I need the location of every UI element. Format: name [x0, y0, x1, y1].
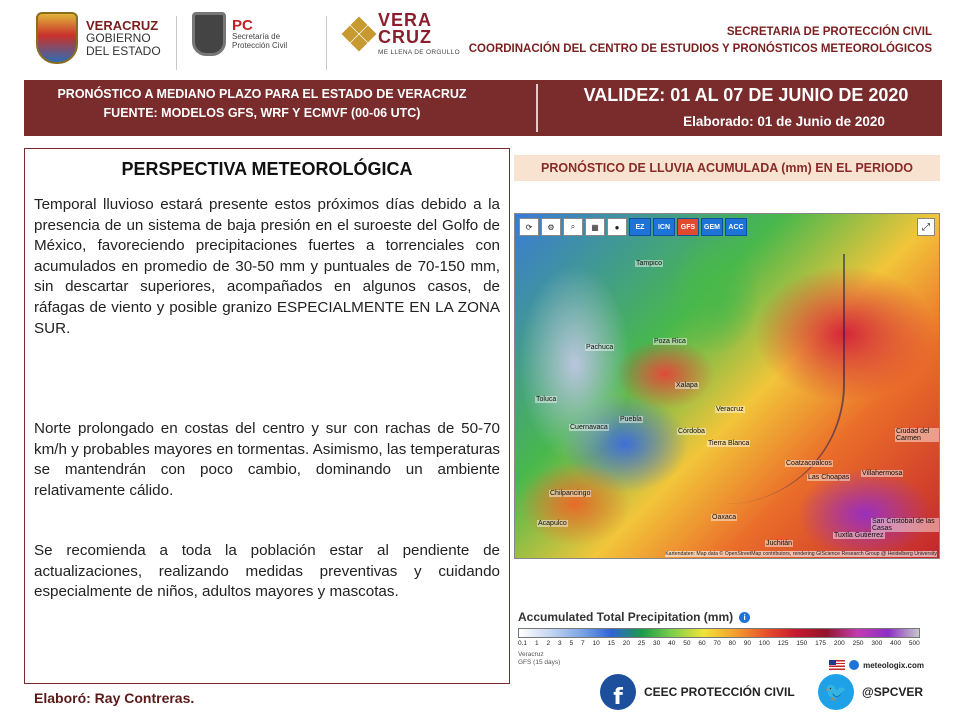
coat-of-arms-icon [36, 12, 78, 64]
model-button-gem[interactable]: GEM [701, 218, 723, 236]
forecast-source: FUENTE: MODELOS GFS, WRF Y ECMVF (00-06 UTC) [103, 105, 421, 120]
map-city-label: Juchitán [766, 540, 793, 547]
legend-tick: 5 [569, 640, 574, 647]
legend-tick: 20 [622, 640, 630, 647]
facebook-link[interactable] [600, 674, 795, 710]
rain-panel-title: PRONÓSTICO DE LLUVIA ACUMULADA (mm) EN EL PERIODO [514, 155, 940, 181]
pc-logo-abbr: PC [232, 16, 253, 34]
perspective-paragraph-2: Norte prolongado en costas del centro y sur con rachas de 50-70 km/h y probables mayores en tormentas. Asimismo, las temperaturas se mantendrán con poco cambio, dominando un ambiente relativamente cálido. [34, 420, 500, 499]
legend-tick: 60 [698, 640, 706, 647]
org-line2: COORDINACIÓN DEL CENTRO DE ESTUDIOS Y PRONÓSTICOS METEOROLÓGICOS [468, 42, 932, 55]
twitter-link[interactable] [818, 674, 923, 710]
marker-icon[interactable]: ● [607, 218, 627, 236]
map-city-label: Coatzacoalcos [786, 460, 832, 467]
author-credit: Elaboró: Ray Contreras. [34, 690, 195, 706]
pc-logo-line1: Secretaría de [232, 32, 281, 42]
map-city-label: Tuxtla Gutiérrez [834, 532, 884, 539]
veracruz-logo-line1: VERACRUZ [86, 17, 159, 33]
legend-tick: 100 [758, 640, 770, 647]
map-city-label: Tampico [636, 260, 663, 267]
legend-model-run: GFS (15 days) [518, 658, 561, 666]
map-city-label: Xalapa [676, 382, 698, 389]
brand-line1: VERA [378, 10, 433, 30]
map-city-label: Pachuca [586, 344, 614, 351]
map-city-label: Tierra Blanca [708, 440, 750, 447]
map-city-label: Veracruz [716, 406, 744, 413]
map-attribution: Kartendaten: Map data © OpenStreetMap contributors, rendering GIScience Research Group @ Heidelberg University [665, 551, 937, 557]
perspective-paragraph-1: Temporal lluvioso estará presente estos próximos días debido a la presencia de un sistema de baja presión en el suroeste del Golfo de México, favoreciendo precipitaciones fuertes a torrenciales con acumulados en promedio de 30-50 mm y puntuales de 70-150 mm, sin descartar superiores, acompañados en algunos casos, de ráfagas de viento y posible granizo ESPECIALMENTE EN LA ZONA SUR. [34, 196, 500, 337]
map-city-label: Acapulco [538, 520, 567, 527]
map-city-label: Las Choapas [808, 474, 850, 481]
legend-color-scale [518, 628, 920, 638]
veracruz-brand-logo [344, 12, 460, 56]
legend-tick: 300 [871, 640, 883, 647]
veracruz-logo-line3: DEL ESTADO [86, 43, 161, 58]
map-city-label: Ciudad del Carmen [895, 428, 939, 442]
legend-tick: 30 [653, 640, 661, 647]
forecast-title: PRONÓSTICO A MEDIANO PLAZO PARA EL ESTADO DE VERACRUZ [57, 87, 467, 101]
legend-brand [829, 660, 924, 670]
legend-tick: 1 [534, 640, 539, 647]
brand-line2: CRUZ [378, 27, 432, 48]
title-band [24, 80, 942, 136]
facebook-handle: CEEC PROTECCIÓN CIVIL [644, 685, 795, 699]
map-city-label: Puebla [620, 416, 642, 423]
legend-tick: 250 [852, 640, 864, 647]
perspective-title: PERSPECTIVA METEOROLÓGICA [121, 159, 413, 179]
pc-shield-icon [192, 12, 226, 56]
perspective-panel [24, 148, 510, 684]
legend-tick: 15 [607, 640, 615, 647]
map-city-label: Toluca [536, 396, 557, 403]
legend-tick: 200 [833, 640, 845, 647]
meteologix-logo-icon [849, 660, 859, 670]
brand-slogan: ME LLENA DE ORGULLO [378, 49, 460, 57]
header-divider [326, 16, 327, 70]
legend-tick: 50 [683, 640, 691, 647]
legend-tick: 40 [668, 640, 676, 647]
legend-tick: 2 [546, 640, 551, 647]
legend-tick: 7 [581, 640, 585, 647]
layers-icon[interactable]: ▦ [585, 218, 605, 236]
veracruz-logo-line2: GOBIERNO [86, 31, 151, 46]
legend-tick: 80 [728, 640, 736, 647]
map-city-label: Oaxaca [712, 514, 737, 521]
band-divider [536, 84, 538, 132]
veracruz-government-logo [36, 12, 161, 64]
legend-tick: 175 [815, 640, 826, 647]
map-city-label: Chilpancingo [550, 490, 591, 497]
legend-tick: 150 [796, 640, 808, 647]
model-button-ez[interactable]: EZ [629, 218, 651, 236]
legend-tick: 500 [908, 640, 920, 647]
diamond-pattern-icon [344, 19, 374, 49]
twitter-handle: @SPCVER [862, 685, 924, 699]
model-button-icn[interactable]: ICN [653, 218, 675, 236]
model-button-gfs[interactable]: GFS [677, 218, 699, 236]
legend-tick: 90 [743, 640, 751, 647]
legend-title-row [518, 610, 938, 624]
expand-icon[interactable]: ⤢ [917, 218, 935, 236]
map-city-label: Córdoba [678, 428, 705, 435]
info-icon[interactable]: i [739, 612, 750, 623]
twitter-icon: 🐦 [818, 674, 854, 710]
validity-period: VALIDEZ: 01 AL 07 DE JUNIO DE 2020 [583, 85, 909, 105]
legend-tick: 3 [557, 640, 562, 647]
map-city-label: Cuernavaca [570, 424, 608, 431]
model-button-acc[interactable]: ACC [725, 218, 747, 236]
us-flag-icon [829, 660, 845, 670]
legend-ticks [518, 640, 920, 647]
facebook-icon: f [600, 674, 636, 710]
refresh-icon[interactable]: ⟳ [519, 218, 539, 236]
pc-logo-line2: Protección Civil [232, 40, 288, 50]
map-city-label: Villahermosa [862, 470, 903, 477]
legend-title: Accumulated Total Precipitation (mm) [518, 610, 734, 624]
map-city-label: Poza Rica [654, 338, 686, 345]
organization-name [469, 24, 932, 57]
precipitation-map[interactable] [514, 213, 940, 559]
legend-tick: 25 [637, 640, 646, 647]
map-toolbar [519, 218, 747, 236]
legend-tick: 70 [713, 640, 721, 647]
legend-tick: 125 [777, 640, 789, 647]
legend-tick: 10 [592, 640, 600, 647]
org-line1: SECRETARIA DE PROTECCIÓN CIVIL [726, 26, 932, 38]
zoom-icon[interactable]: ⌕ [563, 218, 583, 236]
settings-icon[interactable]: ⚙ [541, 218, 561, 236]
elaboration-date: Elaborado: 01 de Junio de 2020 [683, 114, 885, 129]
proteccion-civil-logo [192, 12, 287, 56]
legend-location: Veracruz [518, 651, 544, 658]
map-city-label: San Cristóbal de las Casas [871, 518, 939, 532]
legend-tick: 0.1 [518, 640, 528, 647]
legend-tick: 400 [890, 640, 901, 647]
header-divider [176, 16, 177, 70]
perspective-paragraph-3: Se recomienda a toda la población estar al pendiente de actualizaciones, realizando medidas preventivas y cuidando especialmente de niños, adultos mayores y mascotas. [34, 542, 500, 601]
meteologix-brand: meteologix.com [863, 660, 924, 670]
forecast-title-block [24, 82, 500, 123]
precipitation-legend [518, 610, 938, 672]
